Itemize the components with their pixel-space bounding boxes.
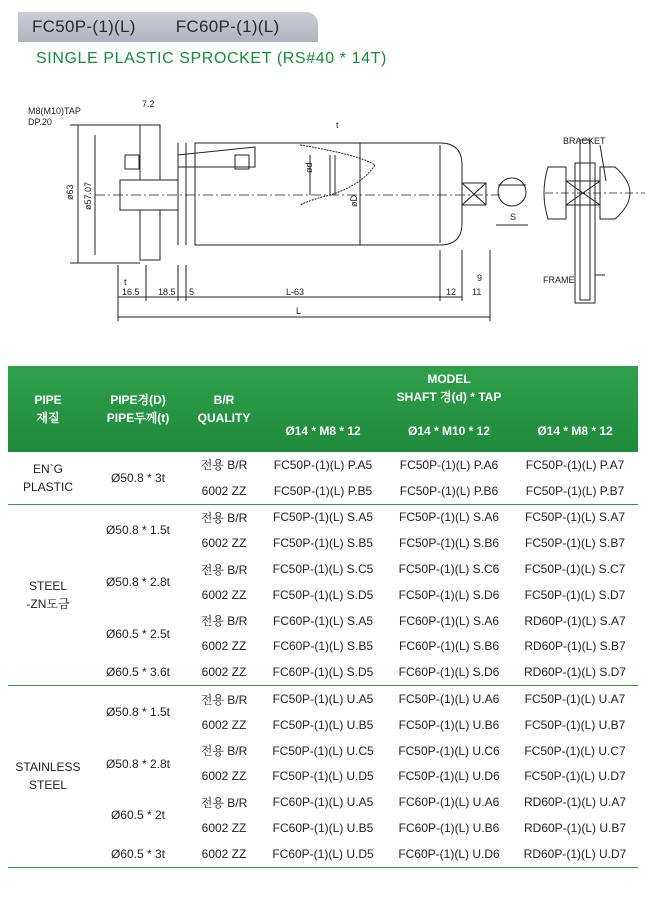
model-cell: FC60P-(1)(L) S.A6 <box>398 613 500 628</box>
material-line: STAINLESS <box>15 760 81 775</box>
model-cell: FC50P-(1)(L) U.C7 <box>524 743 626 758</box>
model-cell: FC50P-(1)(L) S.B6 <box>398 536 500 551</box>
header-pipe-thickness: PIPE두께(t) <box>106 411 170 425</box>
model-title-fc50p: FC50P-(1)(L) <box>32 17 136 36</box>
model-cell: FC50P-(1)(L) S.D5 <box>272 587 374 602</box>
model-cell: FC50P-(1)(L) U.B6 <box>398 717 500 732</box>
model-cell: FC60P-(1)(L) S.D5 <box>260 659 386 685</box>
model-cell: RD60P-(1)(L) U.D7 <box>512 841 638 867</box>
dim-11: 11 <box>472 287 482 297</box>
br-cell: 전용 B/R <box>200 562 248 577</box>
table-row <box>8 556 638 582</box>
model-cell: FC60P-(1)(L) S.A5 <box>272 613 374 628</box>
model-cell: RD60P-(1)(L) S.D7 <box>512 659 638 685</box>
table-row <box>8 659 638 685</box>
br-cell: 전용 B/R <box>200 458 248 473</box>
model-cell: FC50P-(1)(L) S.C6 <box>398 562 500 577</box>
dim-5: 5 <box>189 287 195 297</box>
header-shaft-m8-a: Ø14 * M8 * 12 <box>285 424 361 438</box>
model-cell: FC50P-(1)(L) S.B5 <box>272 536 374 551</box>
model-cell: FC50P-(1)(L) P.A7 <box>525 457 625 472</box>
model-cell: FC50P-(1)(L) S.D7 <box>524 587 626 602</box>
header-pipe-material <box>8 366 88 452</box>
model-cell: FC50P-(1)(L) P.A5 <box>273 457 373 472</box>
pipe-dim-cell: Ø50.8 * 1.5t <box>105 704 171 719</box>
material-cell <box>8 686 88 868</box>
table-row <box>8 504 638 530</box>
model-cell: FC50P-(1)(L) S.C5 <box>272 562 374 577</box>
header-shaft-tap: SHAFT 경(d) * TAP <box>396 390 502 404</box>
br-cell: 6002 ZZ <box>201 821 247 836</box>
model-cell: RD60P-(1)(L) S.A7 <box>524 613 626 628</box>
dim-d-small: ød <box>304 162 314 173</box>
dim-18-5: 18.5 <box>158 287 176 297</box>
pipe-dim-cell: Ø50.8 * 2.8t <box>105 756 171 771</box>
header-material: 재질 <box>36 411 60 425</box>
model-cell: FC60P-(1)(L) S.B6 <box>398 639 500 654</box>
model-cell: FC50P-(1)(L) S.B7 <box>525 536 626 551</box>
dp-label: DP.20 <box>28 117 52 127</box>
technical-drawing <box>0 85 647 370</box>
br-cell: 전용 B/R <box>200 744 248 759</box>
header-model-title: MODEL <box>427 372 471 386</box>
material-line: -ZN도금 <box>26 596 70 611</box>
model-cell: FC50P-(1)(L) U.A7 <box>524 692 626 707</box>
title-tab <box>18 12 318 42</box>
model-cell: FC50P-(1)(L) U.B5 <box>272 717 374 732</box>
model-cell: RD60P-(1)(L) U.B7 <box>524 821 627 836</box>
header-br-quality <box>188 366 260 452</box>
pipe-dim-cell: Ø50.8 * 3t <box>88 452 188 504</box>
pipe-dim-cell: Ø60.5 * 2t <box>110 808 166 823</box>
tap-label: M8(M10)TAP <box>28 106 81 116</box>
table-row <box>8 686 638 712</box>
model-cell: FC50P-(1)(L) S.A7 <box>525 510 626 525</box>
model-cell: FC50P-(1)(L) P.B7 <box>512 478 638 504</box>
model-cell: FC50P-(1)(L) U.D6 <box>398 769 500 784</box>
pipe-dim-cell: Ø60.5 * 3.6t <box>88 659 188 685</box>
model-cell: FC60P-(1)(L) U.B6 <box>398 821 500 836</box>
model-cell: FC60P-(1)(L) U.A6 <box>398 795 500 810</box>
dim-63: ø63 <box>65 184 75 200</box>
dim-s: S <box>510 212 517 222</box>
sprocket-tooth-lower <box>140 210 160 260</box>
dim-l-63: L-63 <box>286 287 305 297</box>
br-cell: 전용 B/R <box>200 692 248 707</box>
dim-16-5: 16.5 <box>122 287 140 297</box>
model-cell: FC50P-(1)(L) S.A6 <box>398 510 500 525</box>
model-cell: FC60P-(1)(L) S.D6 <box>386 659 512 685</box>
header-pipe-diameter: PIPE경(D) <box>110 393 166 407</box>
model-cell: RD60P-(1)(L) S.B7 <box>524 639 626 654</box>
model-cell: FC60P-(1)(L) U.D5 <box>260 841 386 867</box>
frame-label: FRAME <box>543 275 575 285</box>
model-cell: FC60P-(1)(L) U.B5 <box>272 821 374 836</box>
dim-l: L <box>296 306 302 316</box>
model-cell: FC50P-(1)(L) P.B5 <box>260 478 386 504</box>
br-cell: 전용 B/R <box>200 510 248 525</box>
br-cell: 6002 ZZ <box>201 536 247 551</box>
dim-57-07: ø57.07 <box>83 181 93 210</box>
pipe-dim-cell: Ø60.5 * 2.5t <box>105 626 171 641</box>
br-cell: 6002 ZZ <box>201 769 247 784</box>
material-line: PLASTIC <box>22 479 73 494</box>
model-cell: FC50P-(1)(L) U.C5 <box>272 743 374 758</box>
model-cell: FC50P-(1)(L) U.B7 <box>524 717 626 732</box>
header-shaft-m8-b: Ø14 * M8 * 12 <box>537 424 613 438</box>
dim-t-top: t <box>336 120 339 130</box>
material-line: STEEL <box>28 578 67 593</box>
pipe-dim-cell: Ø50.8 * 1.5t <box>105 523 171 538</box>
material-cell <box>8 504 88 686</box>
material-line: EN`G <box>33 461 63 476</box>
frame-plate <box>575 163 595 303</box>
material-cell <box>8 452 88 504</box>
header-pipe-dimensions <box>88 366 188 452</box>
header-model <box>260 366 638 452</box>
table-row <box>8 789 638 815</box>
model-table <box>8 366 638 868</box>
pipe-dim-cell: Ø50.8 * 2.8t <box>105 574 171 589</box>
model-cell: FC60P-(1)(L) U.A5 <box>272 795 374 810</box>
dim-t-bottom: t <box>124 277 127 287</box>
material-line: STEEL <box>28 778 67 793</box>
header-pipe: PIPE <box>34 393 62 407</box>
model-cell: FC50P-(1)(L) P.A6 <box>399 457 499 472</box>
model-cell: FC50P-(1)(L) P.B6 <box>386 478 512 504</box>
header-br: B/R <box>213 393 235 407</box>
model-cell: FC50P-(1)(L) U.A6 <box>398 692 500 707</box>
bracket-label: BRACKET <box>563 136 606 146</box>
model-cell: RD60P-(1)(L) U.A7 <box>524 795 627 810</box>
product-subtitle: SINGLE PLASTIC SPROCKET (RS#40 * 14T) <box>36 50 387 67</box>
model-title-fc60p: FC60P-(1)(L) <box>175 17 280 36</box>
dim-12: 12 <box>446 287 457 297</box>
table-row <box>8 841 638 867</box>
header-quality: QUALITY <box>197 411 251 425</box>
model-cell: FC50P-(1)(L) U.A5 <box>272 692 374 707</box>
br-cell: 6002 ZZ <box>188 841 260 867</box>
model-cell: FC50P-(1)(L) U.D7 <box>524 769 626 784</box>
table-row <box>8 738 638 764</box>
model-cell: FC50P-(1)(L) U.D5 <box>272 769 374 784</box>
dim-d-large: øD <box>349 195 359 207</box>
model-cell: FC50P-(1)(L) S.C7 <box>524 562 626 577</box>
br-cell: 6002 ZZ <box>201 717 247 732</box>
header-shaft-m10: Ø14 * M10 * 12 <box>407 424 491 438</box>
model-cell: FC60P-(1)(L) S.B5 <box>272 639 374 654</box>
table-header-row <box>8 366 638 452</box>
model-cell: FC50P-(1)(L) S.A5 <box>272 510 374 525</box>
table-row <box>8 452 638 478</box>
sprocket-tooth-upper <box>140 125 160 180</box>
model-cell: FC60P-(1)(L) U.D6 <box>386 841 512 867</box>
br-cell: 6002 ZZ <box>201 639 247 654</box>
br-cell: 6002 ZZ <box>188 659 260 685</box>
br-cell: 전용 B/R <box>200 795 248 810</box>
pipe-dim-cell: Ø60.5 * 3t <box>88 841 188 867</box>
dim-9: 9 <box>477 273 483 283</box>
dim-7-2: 7.2 <box>142 99 155 109</box>
br-cell: 전용 B/R <box>200 614 248 629</box>
model-cell: FC50P-(1)(L) U.C6 <box>398 743 500 758</box>
table-row <box>8 608 638 634</box>
br-cell: 6002 ZZ <box>201 587 247 602</box>
model-cell: FC50P-(1)(L) S.D6 <box>398 587 500 602</box>
br-cell: 6002 ZZ <box>188 478 260 504</box>
